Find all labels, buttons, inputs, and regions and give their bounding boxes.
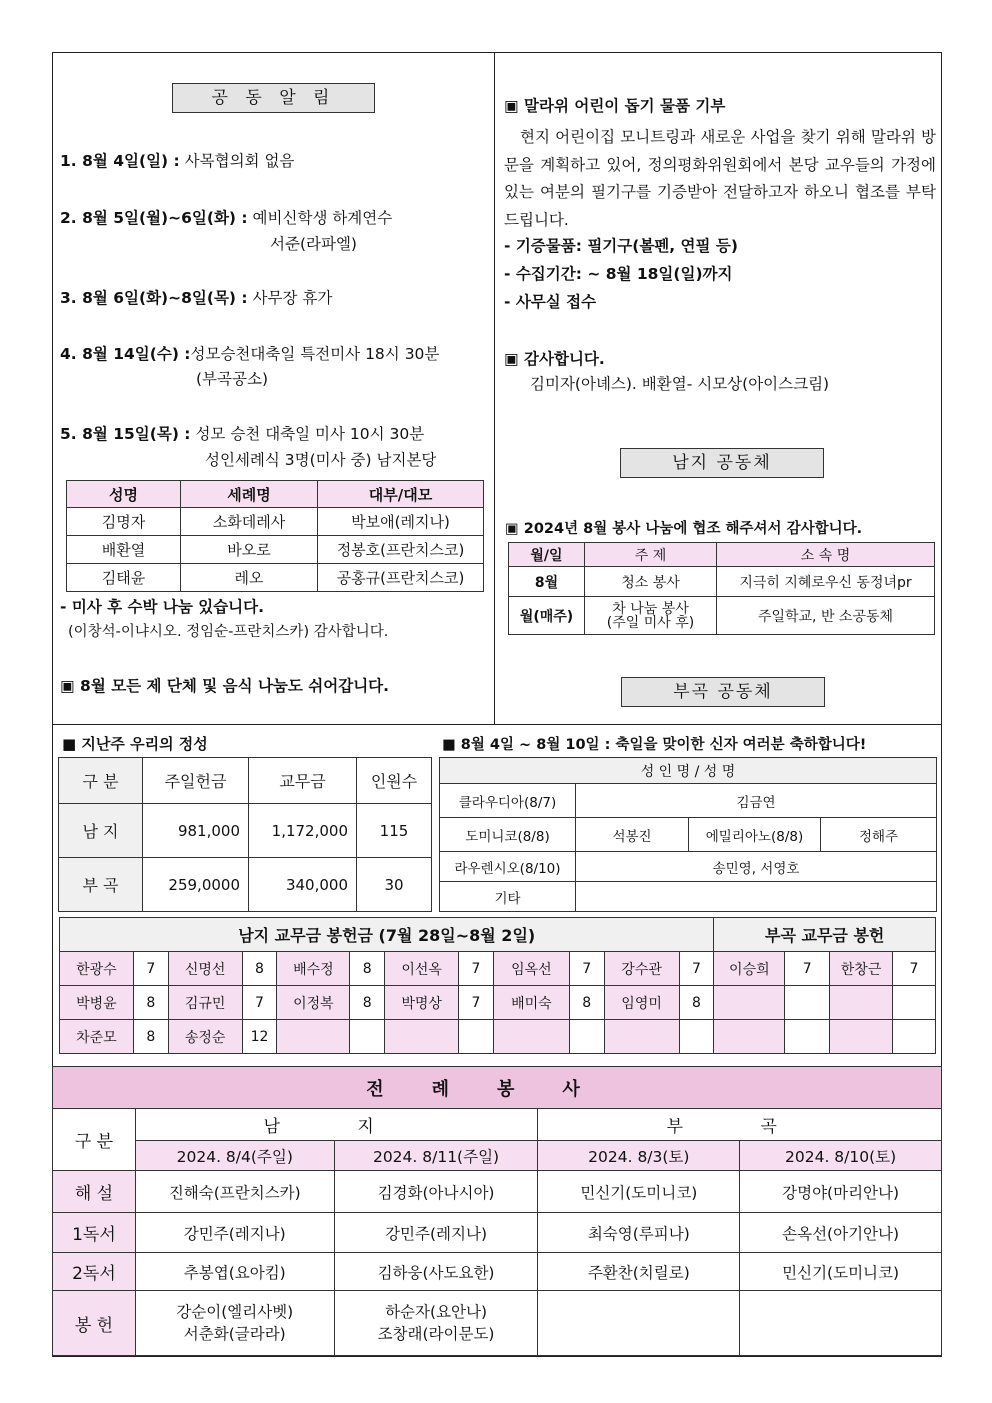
table-row bbox=[60, 986, 936, 1020]
table-row bbox=[53, 1171, 942, 1213]
table-row bbox=[60, 952, 936, 986]
table-cell bbox=[585, 597, 717, 635]
table-header-row bbox=[67, 481, 484, 508]
donor-name: 이승희 bbox=[714, 952, 785, 986]
gubun-header: 구 분 bbox=[53, 1109, 136, 1171]
donor-name: 송정순 bbox=[168, 1020, 242, 1054]
donor-count bbox=[892, 986, 935, 1020]
donor-count: 7 bbox=[459, 952, 494, 986]
table-cell: 259,0000 bbox=[143, 858, 249, 912]
saint-name-cell: 클라우디아(8/7) bbox=[440, 784, 576, 818]
donor-count bbox=[785, 986, 830, 1020]
malawi-item: - 기증물품: 필기구(볼펜, 연필 등) bbox=[504, 237, 738, 255]
table-cell bbox=[334, 1291, 538, 1356]
donor-name bbox=[830, 1020, 893, 1054]
donor-count bbox=[350, 1020, 385, 1054]
saint-name-cell: 에밀리아노(8/8) bbox=[689, 818, 821, 852]
role-header: 해 설 bbox=[53, 1171, 136, 1213]
donor-count: 7 bbox=[892, 952, 935, 986]
donor-name bbox=[604, 1020, 679, 1054]
donor-count bbox=[892, 1020, 935, 1054]
role-header: 2독서 bbox=[53, 1253, 136, 1291]
table-row bbox=[509, 567, 935, 597]
table-cell: 주일학교, 반 소공동체 bbox=[717, 597, 935, 635]
donor-name: 한광수 bbox=[60, 952, 134, 986]
rest-note: ▣ 8월 모든 제 단체 및 음식 나눔도 쉬어갑니다. bbox=[60, 677, 390, 695]
cell-line: 서춘화(글라라) bbox=[183, 1325, 286, 1343]
donor-count bbox=[679, 1020, 714, 1054]
donor-count: 7 bbox=[785, 952, 830, 986]
table-cell: 340,000 bbox=[249, 858, 357, 912]
saint-name-cell: 도미니코(8/8) bbox=[440, 818, 576, 852]
baptism-table bbox=[66, 480, 484, 592]
section-divider bbox=[52, 724, 942, 725]
donor-name bbox=[714, 986, 785, 1020]
table-cell: 김경화(아나시아) bbox=[334, 1171, 538, 1213]
donor-count: 12 bbox=[242, 1020, 277, 1054]
table-cell: 바오로 bbox=[181, 536, 318, 564]
table-cell: 김명자 bbox=[67, 508, 181, 536]
table-row bbox=[440, 882, 937, 912]
malawi-item: - 수집기간: ~ 8월 18일(일)까지 bbox=[504, 265, 733, 283]
person-name-cell: 정해주 bbox=[821, 818, 937, 852]
bugok-header: 부 곡 bbox=[538, 1109, 942, 1141]
bugok-donation-title: 부곡 교무금 봉헌 bbox=[714, 918, 936, 952]
table-cell: 추봉엽(요아킴) bbox=[135, 1253, 334, 1291]
table-cell: 월(매주) bbox=[509, 597, 585, 635]
thanks-text: 김미자(아녜스). 배환열- 시모상(아이스크림) bbox=[530, 375, 830, 393]
donor-name: 한창근 bbox=[830, 952, 893, 986]
table-row bbox=[67, 508, 484, 536]
donation-table bbox=[59, 917, 936, 1054]
cell-line: 강순이(엘리사벳) bbox=[176, 1303, 294, 1321]
donor-count: 7 bbox=[569, 952, 604, 986]
donor-count: 8 bbox=[679, 986, 714, 1020]
table-cell: 정봉호(프란치스코) bbox=[318, 536, 484, 564]
table-cell: 김하웅(사도요한) bbox=[334, 1253, 538, 1291]
column-header: 교무금 bbox=[249, 758, 357, 804]
table-cell: 강명야(마리안나) bbox=[740, 1171, 942, 1213]
notice-item-4 bbox=[60, 343, 494, 365]
table-cell: 강민주(레지나) bbox=[334, 1213, 538, 1253]
table-cell: 청소 봉사 bbox=[585, 567, 717, 597]
donor-name: 배수정 bbox=[277, 952, 350, 986]
column-header: 월/일 bbox=[509, 543, 585, 567]
column-header: 대부/대모 bbox=[318, 481, 484, 508]
table-row bbox=[67, 536, 484, 564]
bugok-community-title: 부곡 공동체 bbox=[621, 677, 825, 707]
cell-line: 조창래(라이문도) bbox=[377, 1325, 495, 1343]
table-header-row bbox=[60, 918, 936, 952]
table-row bbox=[60, 1020, 936, 1054]
table-cell: 지극히 지혜로우신 동정녀pr bbox=[717, 567, 935, 597]
feast-table bbox=[439, 757, 937, 912]
role-header: 1독서 bbox=[53, 1213, 136, 1253]
table-cell: 주환찬(치릴로) bbox=[538, 1253, 740, 1291]
person-name-cell: 석봉진 bbox=[576, 818, 689, 852]
column-header: 소 속 명 bbox=[717, 543, 935, 567]
notices-title: 공 동 알 림 bbox=[172, 83, 375, 113]
donor-name: 임옥선 bbox=[493, 952, 569, 986]
notice-text: 성모 승천 대축일 미사 10시 30분 bbox=[195, 425, 425, 443]
namji-donation-title: 남지 교무금 봉헌금 (7월 28일~8월 2일) bbox=[60, 918, 714, 952]
malawi-title: ▣ 말라위 어린이 돕기 물품 기부 bbox=[504, 97, 726, 115]
notice-date: 2. 8월 5일(월)~6일(화) : bbox=[60, 209, 248, 227]
notice-text: 사무장 휴가 bbox=[252, 289, 333, 307]
namji-community-title: 남지 공동체 bbox=[620, 448, 824, 478]
date-header: 2024. 8/4(주일) bbox=[135, 1141, 334, 1171]
donor-count: 8 bbox=[569, 986, 604, 1020]
table-cell: 진해숙(프란치스카) bbox=[135, 1171, 334, 1213]
table-cell: 30 bbox=[357, 858, 432, 912]
table-cell: 1,172,000 bbox=[249, 804, 357, 858]
table-row bbox=[59, 804, 432, 858]
notice-text-2: 서준(라파엘) bbox=[270, 235, 357, 253]
notice-date: 3. 8월 6일(화)~8일(목) : bbox=[60, 289, 248, 307]
table-row bbox=[53, 1213, 942, 1253]
column-header: 성 인 명 / 성 명 bbox=[440, 758, 937, 784]
table-header-row bbox=[59, 758, 432, 804]
notice-text: 예비신학생 하계연수 bbox=[252, 209, 393, 227]
table-cell: 강민주(레지나) bbox=[135, 1213, 334, 1253]
table-cell: 981,000 bbox=[143, 804, 249, 858]
volunteer-title: ▣ 2024년 8월 봉사 나눔에 협조 해주셔서 감사합니다. bbox=[505, 521, 863, 537]
column-header: 성명 bbox=[67, 481, 181, 508]
donor-count: 8 bbox=[350, 986, 385, 1020]
donor-name: 강수관 bbox=[604, 952, 679, 986]
cell-line: 하순자(요안나) bbox=[385, 1303, 487, 1321]
watermelon-thanks: (이창석-이냐시오. 정임순-프란치스카) 감사합니다. bbox=[68, 624, 389, 640]
donor-name: 임영미 bbox=[604, 986, 679, 1020]
liturgy-title-row bbox=[53, 1067, 942, 1109]
donor-count: 7 bbox=[459, 986, 494, 1020]
table-cell: 레오 bbox=[181, 564, 318, 592]
column-divider bbox=[494, 52, 495, 724]
table-header-row bbox=[440, 758, 937, 784]
table-cell: 115 bbox=[357, 804, 432, 858]
watermelon-note: - 미사 후 수박 나눔 있습니다. bbox=[60, 598, 265, 616]
table-row bbox=[53, 1253, 942, 1291]
table-row bbox=[509, 597, 935, 635]
donor-name: 김규민 bbox=[168, 986, 242, 1020]
notice-date: 4. 8월 14일(수) : bbox=[60, 345, 191, 363]
table-row bbox=[440, 852, 937, 882]
donor-name bbox=[277, 1020, 350, 1054]
volunteer-table bbox=[508, 542, 935, 635]
feast-title: ■ 8월 4일 ~ 8월 10일 : 축일을 맞이한 신자 여러분 축하합니다! bbox=[442, 737, 867, 753]
table-cell: 민신기(도미니코) bbox=[740, 1253, 942, 1291]
table-cell: 공홍규(프란치스코) bbox=[318, 564, 484, 592]
role-header: 봉 헌 bbox=[53, 1291, 136, 1356]
person-name-cell bbox=[576, 882, 937, 912]
donor-count: 8 bbox=[133, 986, 168, 1020]
table-cell: 손옥선(아기안나) bbox=[740, 1213, 942, 1253]
donor-name bbox=[493, 1020, 569, 1054]
notice-item-1 bbox=[60, 150, 490, 172]
person-name-cell: 송민영, 서영호 bbox=[576, 852, 937, 882]
table-header-row bbox=[509, 543, 935, 567]
notice-date: 5. 8월 15일(목) : bbox=[60, 425, 191, 443]
column-header: 구 분 bbox=[59, 758, 143, 804]
malawi-item: - 사무실 접수 bbox=[504, 293, 597, 311]
notice-text: 사목협의회 없음 bbox=[184, 152, 295, 170]
notice-item-5 bbox=[60, 423, 490, 445]
donor-count bbox=[785, 1020, 830, 1054]
donor-name: 배미숙 bbox=[493, 986, 569, 1020]
donor-count: 8 bbox=[133, 1020, 168, 1054]
notice-text: 성모승천대축일 특전미사 18시 30분 bbox=[190, 345, 440, 363]
donor-name: 신명선 bbox=[168, 952, 242, 986]
column-header: 인원수 bbox=[357, 758, 432, 804]
row-header: 남 지 bbox=[59, 804, 143, 858]
donor-count: 7 bbox=[133, 952, 168, 986]
donor-count bbox=[569, 1020, 604, 1054]
table-cell: 김태윤 bbox=[67, 564, 181, 592]
donor-count: 7 bbox=[242, 986, 277, 1020]
table-cell: 민신기(도미니코) bbox=[538, 1171, 740, 1213]
notice-item-2 bbox=[60, 207, 490, 229]
liturgy-title: 전례봉사 bbox=[53, 1067, 942, 1109]
notice-text-2: 성인세례식 3명(미사 중) 남지본당 bbox=[205, 451, 437, 469]
column-header: 주 제 bbox=[585, 543, 717, 567]
saint-name-cell: 기타 bbox=[440, 882, 576, 912]
cell-line: 차 나눔 봉사 bbox=[612, 600, 689, 617]
liturgy-table bbox=[52, 1066, 942, 1356]
column-header: 주일헌금 bbox=[143, 758, 249, 804]
table-cell bbox=[538, 1291, 740, 1356]
notice-text-2: (부곡공소) bbox=[196, 370, 268, 388]
donor-count: 8 bbox=[242, 952, 277, 986]
column-header: 세례명 bbox=[181, 481, 318, 508]
saint-name-cell: 라우렌시오(8/10) bbox=[440, 852, 576, 882]
table-cell: 박보애(레지나) bbox=[318, 508, 484, 536]
cell-line: (주일 미사 후) bbox=[606, 614, 695, 631]
date-header: 2024. 8/11(주일) bbox=[334, 1141, 538, 1171]
table-header-row bbox=[53, 1141, 942, 1171]
thanks-title: ▣ 감사합니다. bbox=[504, 350, 605, 368]
date-header: 2024. 8/10(토) bbox=[740, 1141, 942, 1171]
person-name-cell: 김금연 bbox=[576, 784, 937, 818]
donor-name: 이선옥 bbox=[385, 952, 459, 986]
donor-name: 이정복 bbox=[277, 986, 350, 1020]
table-cell: 배환열 bbox=[67, 536, 181, 564]
offering-title: ■ 지난주 우리의 정성 bbox=[62, 735, 208, 753]
namji-header: 남 지 bbox=[135, 1109, 538, 1141]
donor-name bbox=[714, 1020, 785, 1054]
donor-name bbox=[385, 1020, 459, 1054]
malawi-body: 현지 어린이집 모니트링과 새로운 사업을 찾기 위해 말라위 방문을 계획하고 있어, 정의평화위원회에서 본당 교우들의 가정에 있는 여분의 필기구를 기증받아 전달하고자 하오니 협조를 부탁드립니다. bbox=[504, 128, 936, 229]
donor-name: 박병윤 bbox=[60, 986, 134, 1020]
table-row bbox=[440, 818, 937, 852]
donor-count: 8 bbox=[350, 952, 385, 986]
donor-count: 7 bbox=[679, 952, 714, 986]
notice-date: 1. 8월 4일(일) : bbox=[60, 152, 180, 170]
donor-name bbox=[830, 986, 893, 1020]
notice-item-3 bbox=[60, 287, 490, 309]
table-row bbox=[59, 858, 432, 912]
table-cell: 8월 bbox=[509, 567, 585, 597]
table-row bbox=[53, 1291, 942, 1356]
date-header: 2024. 8/3(토) bbox=[538, 1141, 740, 1171]
table-cell: 최숙영(루피나) bbox=[538, 1213, 740, 1253]
offering-table bbox=[58, 757, 432, 912]
table-cell bbox=[135, 1291, 334, 1356]
table-cell: 소화데레사 bbox=[181, 508, 318, 536]
donor-name: 박명상 bbox=[385, 986, 459, 1020]
row-header: 부 곡 bbox=[59, 858, 143, 912]
table-header-row bbox=[53, 1109, 942, 1141]
table-cell bbox=[740, 1291, 942, 1356]
donor-count bbox=[459, 1020, 494, 1054]
table-row bbox=[440, 784, 937, 818]
table-row bbox=[67, 564, 484, 592]
donor-name: 차준모 bbox=[60, 1020, 134, 1054]
